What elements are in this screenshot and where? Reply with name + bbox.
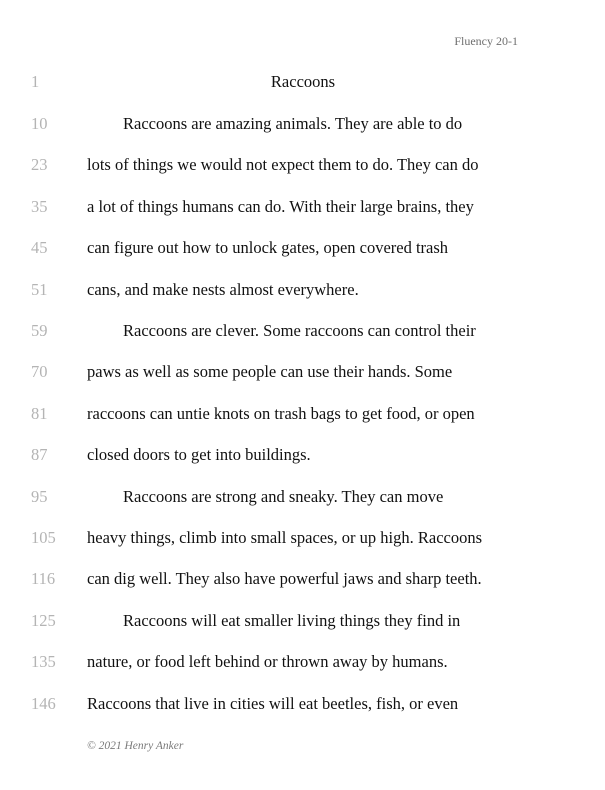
line-number: 70	[31, 362, 48, 381]
line-number: 51	[31, 280, 48, 299]
line-number: 87	[31, 445, 48, 464]
line-text: heavy things, climb into small spaces, or up high. Raccoons	[87, 528, 483, 547]
line-text: nature, or food left behind or thrown away by humans.	[87, 652, 448, 671]
line-text: Raccoons are clever. Some raccoons can control their	[123, 321, 476, 340]
passage-line	[0, 569, 605, 595]
line-text: closed doors to get into buildings.	[87, 445, 311, 464]
passage-line	[0, 321, 605, 347]
title-row	[0, 72, 605, 98]
line-text: paws as well as some people can use their hands. Some	[87, 362, 453, 381]
line-text: cans, and make nests almost everywhere.	[87, 280, 359, 299]
line-number: 116	[31, 569, 56, 588]
line-number: 23	[31, 155, 48, 174]
passage-line	[0, 362, 605, 388]
line-number: 45	[31, 238, 48, 257]
page-title: Raccoons	[270, 72, 336, 91]
line-number: 95	[31, 487, 48, 506]
line-text: can figure out how to unlock gates, open covered trash	[87, 238, 449, 257]
line-number: 35	[31, 197, 48, 216]
line-text: Raccoons are amazing animals. They are able to do	[123, 114, 463, 133]
line-number: 1	[31, 72, 40, 91]
line-number: 81	[31, 404, 48, 423]
line-text: raccoons can untie knots on trash bags to get food, or open	[87, 404, 475, 423]
passage-line	[0, 238, 605, 264]
copyright-notice: © 2021 Henry Anker	[87, 740, 184, 752]
passage-line	[0, 528, 605, 554]
passage-line	[0, 445, 605, 471]
line-text: can dig well. They also have powerful jaws and sharp teeth.	[87, 569, 482, 588]
line-number: 105	[31, 528, 56, 547]
line-number: 125	[31, 611, 56, 630]
passage-line	[0, 114, 605, 140]
passage-line	[0, 280, 605, 306]
line-number: 59	[31, 321, 48, 340]
passage-line	[0, 611, 605, 637]
line-number: 135	[31, 652, 56, 671]
passage-line	[0, 155, 605, 181]
passage-line	[0, 694, 605, 720]
line-number: 10	[31, 114, 48, 133]
passage-line	[0, 404, 605, 430]
line-number: 146	[31, 694, 56, 713]
line-text: Raccoons are strong and sneaky. They can move	[123, 487, 444, 506]
line-text: a lot of things humans can do. With their large brains, they	[87, 197, 474, 216]
line-text: Raccoons will eat smaller living things they find in	[123, 611, 461, 630]
line-text: Raccoons that live in cities will eat beetles, fish, or even	[87, 694, 459, 713]
header-fluency-code: Fluency 20-1	[454, 34, 518, 48]
line-text: lots of things we would not expect them to do. They can do	[87, 155, 479, 174]
passage-line	[0, 487, 605, 513]
passage-line	[0, 197, 605, 223]
passage-line	[0, 652, 605, 678]
